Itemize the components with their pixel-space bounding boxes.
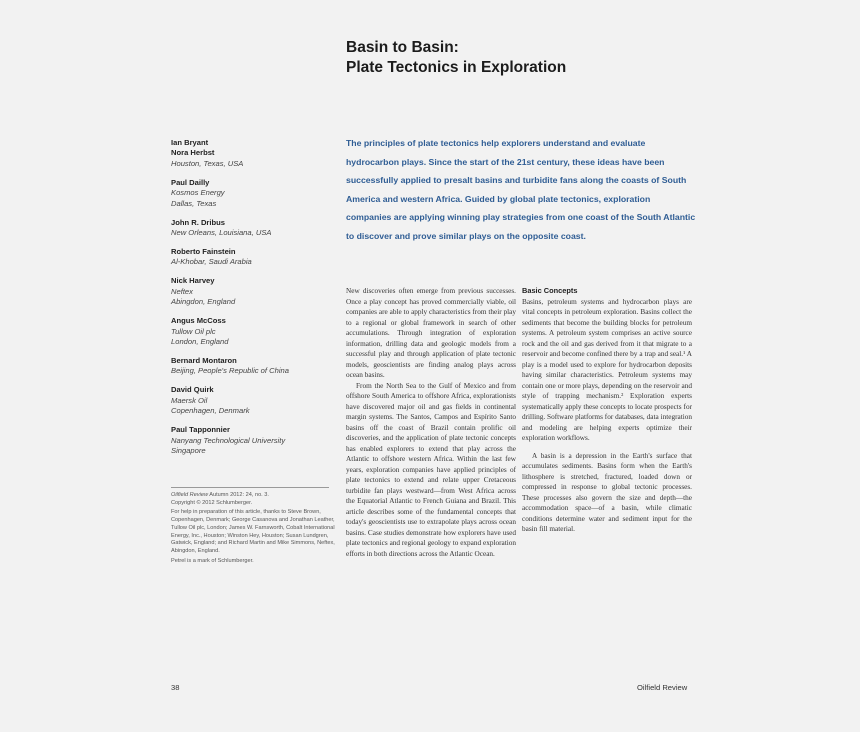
column2-paragraph-2: A basin is a depression in the Earth's surface that accumulates sediments. Basins form when the Earth's lithosphere is stretched, fractured, loaded down or compressed in response to global tectonic processes. These processes also govern the size and depth—the accommodation space—of a basin, while climatic conditions determine water and sediment input for the basin fill material. [522,451,692,533]
footnote-acknowledgments: For help in preparation of this article, thanks to Steve Brown, Copenhagen, Denmark; George Casanova and Jonathan Leather, Tullow Oil plc, London; James W. Farnsworth, Cobalt International Energy, Inc., Houston; Winston Hey, Houston; Susan Lundgren, Gatwick, England; and Richard Martin and Mike Simmons, Neftex, Abingdon, England. [171,509,335,554]
running-footer-journal: Oilfield Review [637,683,688,692]
author-name: Angus McCoss [171,316,226,326]
author-block [171,218,331,239]
footnote-issue: Autumn 2012: 24, no. 3. [208,492,269,498]
author-affiliation: Kosmos Energy [171,188,225,198]
column2-paragraph-1: Basins, petroleum systems and hydrocarbon plays are vital concepts in petroleum exploration. Basins collect the sediments that become the building blocks for petroleum systems. A petroleum system comprises an active source rock and the oil and gas derived from it that migrate to a reservoir and become confined there by a trap and seal.¹ A play is a model used to explore for hydrocarbon deposits having similar characteristics. Petroleum systems may contain one or more plays, depending on the reservoir and style of trapping mechanism.² Exploration experts systematically apply these concepts to locate prospects for drilling. Software platforms for databases, data integration and modeling are helping experts optimize their exploration workflows. [522,297,692,442]
author-affiliation: Nanyang Technological University [171,435,286,445]
footnote [171,492,341,567]
author-block [171,276,331,307]
article-title-line2: Plate Tectonics in Exploration [346,59,567,76]
author-block [171,425,331,456]
author-name: Roberto Fainstein [171,247,236,257]
author-affiliation: Houston, Texas, USA [171,158,244,168]
author-block [171,316,331,347]
author-affiliation: Dallas, Texas [171,198,217,208]
footnote-divider [171,487,329,488]
author-name: Paul Tapponnier [171,425,230,435]
author-affiliation: Beijing, People's Republic of China [171,366,289,376]
author-name: John R. Dribus [171,217,226,227]
author-affiliation: New Orleans, Louisiana, USA [171,228,272,238]
footnote-copyright: Copyright © 2012 Schlumberger. [171,499,253,506]
body-column-2 [522,286,692,535]
author-affiliation: Abingdon, England [171,297,236,307]
author-block [171,178,331,209]
author-block [171,247,331,268]
author-name: Bernard Montaron [171,356,237,366]
author-affiliation: Singapore [171,446,206,456]
abstract: The principles of plate tectonics help explorers understand and evaluate hydrocarbon plays. Since the start of the 21st century, these ideas have been successfully applied to presalt basins and turbidite fans along the coasts of South America and western Africa. Guided by global plate tectonics, exploration companies are applying winning play strategies from one coast of the South Atlantic to discover and prove similar plays on the opposite coast. [346,138,696,241]
column1-paragraph-1: New discoveries often emerge from previous successes. Once a play concept has proved commercially viable, oil companies are able to apply characteristics from their play to a regional or global framework in search of other accumulations. Through integration of exploration information, drilling data and geologic models from a successful play and through application of plate tectonic models, geoscientists are finding analog plays across ocean basins. [346,287,516,379]
article-title [346,38,566,78]
author-block [171,356,331,377]
article-title-line1: Basin to Basin: [346,39,459,56]
author-name: Ian Bryant [171,138,209,147]
author-affiliation: Tullow Oil plc [171,326,216,336]
author-name: Nick Harvey [171,276,215,286]
author-block [171,385,331,416]
author-name: Paul Dailly [171,177,210,187]
page-number: 38 [171,683,180,692]
author-affiliation: London, England [171,337,229,347]
body-column-1 [346,286,516,559]
author-affiliation: Al-Khobar, Saudi Arabia [171,257,252,267]
author-affiliation: Maersk Oil [171,395,208,405]
author-name: Nora Herbst [171,148,215,158]
footnote-journal-name: Oilfield Review [171,492,208,498]
author-name: David Quirk [171,385,214,395]
section-heading-basic-concepts: Basic Concepts [522,286,578,295]
footnote-trademark: Petrel is a mark of Schlumberger. [171,557,254,564]
footnote-citation [171,492,341,507]
author-list [171,138,331,465]
author-affiliation: Neftex [171,286,193,296]
author-block [171,138,331,169]
column1-paragraph-2: From the North Sea to the Gulf of Mexico and from offshore South America to offshore Africa, explorationists have discovered major oil and gas fields in continental margin systems. The Santos, Campos and Espírito Santo basins off the coast of Brazil contain prolific oil discoveries, and the application of plate tectonic concepts has enabled explorers to extend that play across the Atlantic to offshore western Africa. Within the last few years, exploration companies have applied principles of plate tectonics to extend and relate upper Cretaceous turbidite fan plays westward—from West Africa across the Equatorial Atlantic to French Guiana and Brazil. This article describes some of the fundamental concepts that today's geoscientists use to extrapolate plays across ocean basins. Case studies demonstrate how explorers have used plate tectonics and regional geology to expand exploration efforts in both directions across the Atlantic Ocean. [346,381,516,558]
author-affiliation: Copenhagen, Denmark [171,406,250,416]
